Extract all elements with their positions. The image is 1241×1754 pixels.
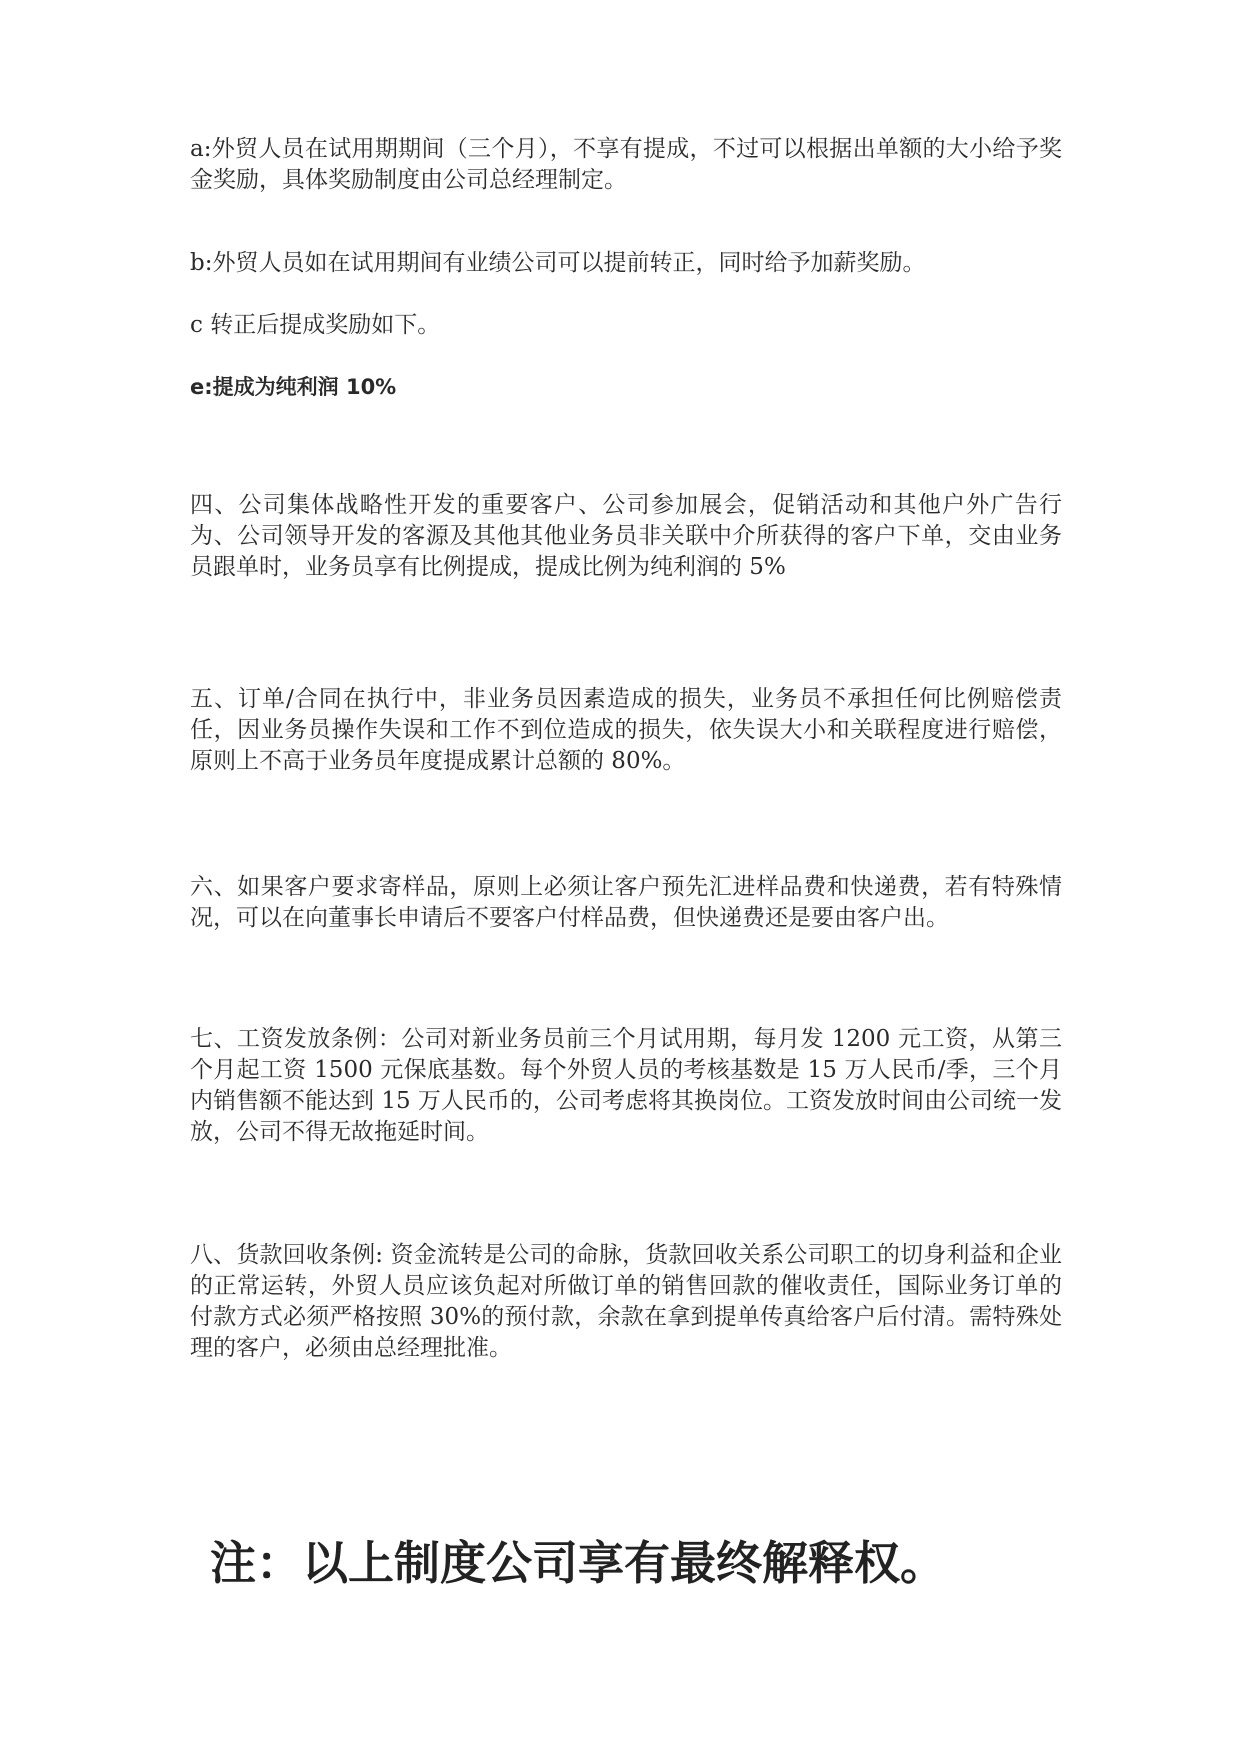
paragraph-a: a:外贸人员在试用期期间（三个月），不享有提成，不过可以根据出单额的大小给予奖金奖励，具体奖励制度由公司总经理制定。 — [190, 136, 1062, 193]
section-eight: 八、货款回收条例: 资金流转是公司的命脉，货款回收关系公司职工的切身利益和企业的正常运转，外贸人员应该负起对所做订单的销售回款的催收责任，国际业务订单的付款方式必须严格按照 30%的预付款，余款在拿到提单传真给客户后付清。需特殊处理的客户，必须由总经理批准。 — [190, 1242, 1062, 1361]
paragraph-b: b:外贸人员如在试用期间有业绩公司可以提前转正，同时给予加薪奖励。 — [190, 250, 926, 276]
final-note: 注：以上制度公司享有最终解释权。 — [210, 1536, 946, 1590]
section-six: 六、如果客户要求寄样品，原则上必须让客户预先汇进样品费和快递费，若有特殊情况，可以在向董事长申请后不要客户付样品费，但快递费还是要由客户出。 — [190, 874, 1062, 931]
section-seven: 七、工资发放条例：公司对新业务员前三个月试用期，每月发 1200 元工资，从第三个月起工资 1500 元保底基数。每个外贸人员的考核基数是 15 万人民币/季，三个月内销售额不能达到 15 万人民币的，公司考虑将其换岗位。工资发放时间由公司统一发放，公司不得无故拖延时间。 — [190, 1026, 1062, 1145]
paragraph-e: e:提成为纯利润 10% — [190, 375, 397, 399]
paragraph-c: c 转正后提成奖励如下。 — [190, 312, 441, 338]
section-four: 四、公司集体战略性开发的重要客户、公司参加展会，促销活动和其他户外广告行为、公司领导开发的客源及其他其他业务员非关联中介所获得的客户下单，交由业务员跟单时，业务员享有比例提成，提成比例为纯利润的 5% — [190, 492, 1062, 580]
section-five: 五、订单/合同在执行中，非业务员因素造成的损失，业务员不承担任何比例赔偿责任，因业务员操作失误和工作不到位造成的损失，依失误大小和关联程度进行赔偿，原则上不高于业务员年度提成累计总额的 80%。 — [190, 686, 1062, 774]
